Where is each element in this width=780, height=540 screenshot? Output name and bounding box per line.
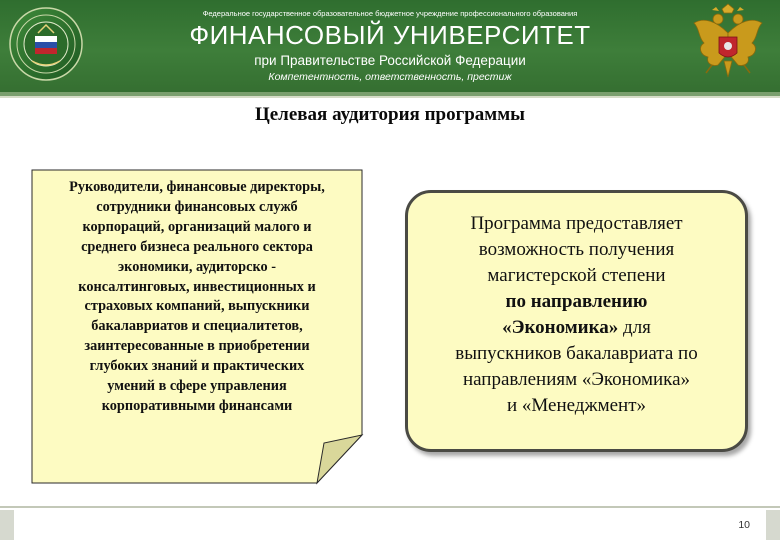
university-motto: Компетентность, ответственность, престиж bbox=[268, 71, 512, 83]
audience-line: страховых компаний, выпускники bbox=[84, 298, 310, 315]
university-emblem-icon bbox=[8, 3, 84, 85]
program-direction-name: «Экономика» bbox=[502, 317, 619, 338]
university-title: ФИНАНСОВЫЙ УНИВЕРСИТЕТ bbox=[189, 20, 591, 50]
program-info-text bbox=[405, 211, 748, 419]
audience-line: корпоративными финансами bbox=[101, 397, 293, 414]
coat-of-arms-icon bbox=[688, 3, 768, 87]
audience-line: умений в сфере управления bbox=[107, 378, 287, 395]
program-line: и «Менеджмент» bbox=[506, 395, 647, 416]
header-separator bbox=[0, 96, 780, 98]
footer-divider bbox=[0, 506, 780, 508]
audience-line: заинтересованные в приобретении bbox=[84, 338, 310, 355]
audience-line: сотрудники финансовых служб bbox=[96, 198, 298, 215]
program-line: возможность получения bbox=[478, 239, 675, 260]
audience-line: глубоких знаний и практических bbox=[89, 358, 305, 375]
program-line: Программа предоставляет bbox=[470, 213, 683, 234]
audience-line: Руководители, финансовые директоры, bbox=[69, 179, 325, 195]
audience-line: экономики, аудиторско - bbox=[117, 258, 277, 275]
university-subtitle: при Правительстве Российской Федерации bbox=[254, 53, 526, 68]
slide-title: Целевая аудитория программы bbox=[254, 104, 526, 125]
program-line: выпускников бакалавриата по bbox=[455, 343, 698, 364]
audience-line: бакалавриатов и специалитетов, bbox=[91, 318, 303, 335]
audience-description bbox=[30, 178, 364, 417]
page-number: 10 bbox=[738, 519, 750, 531]
audience-line: корпораций, организаций малого и bbox=[82, 218, 312, 235]
program-line: направлениям «Экономика» bbox=[462, 369, 691, 390]
footer-right-block bbox=[766, 510, 780, 540]
footer-left-block bbox=[0, 510, 14, 540]
program-line: магистерской степени bbox=[487, 265, 666, 286]
header-banner bbox=[0, 0, 780, 92]
audience-line: консалтинговых, инвестиционных и bbox=[78, 278, 316, 295]
header-institution-line: Федеральное государственное образовательное бюджетное учреждение профессионального образования bbox=[202, 9, 578, 18]
audience-line: среднего бизнеса реального сектора bbox=[81, 238, 313, 255]
program-line: для bbox=[618, 317, 651, 338]
program-direction-label: по направлению bbox=[505, 291, 648, 312]
